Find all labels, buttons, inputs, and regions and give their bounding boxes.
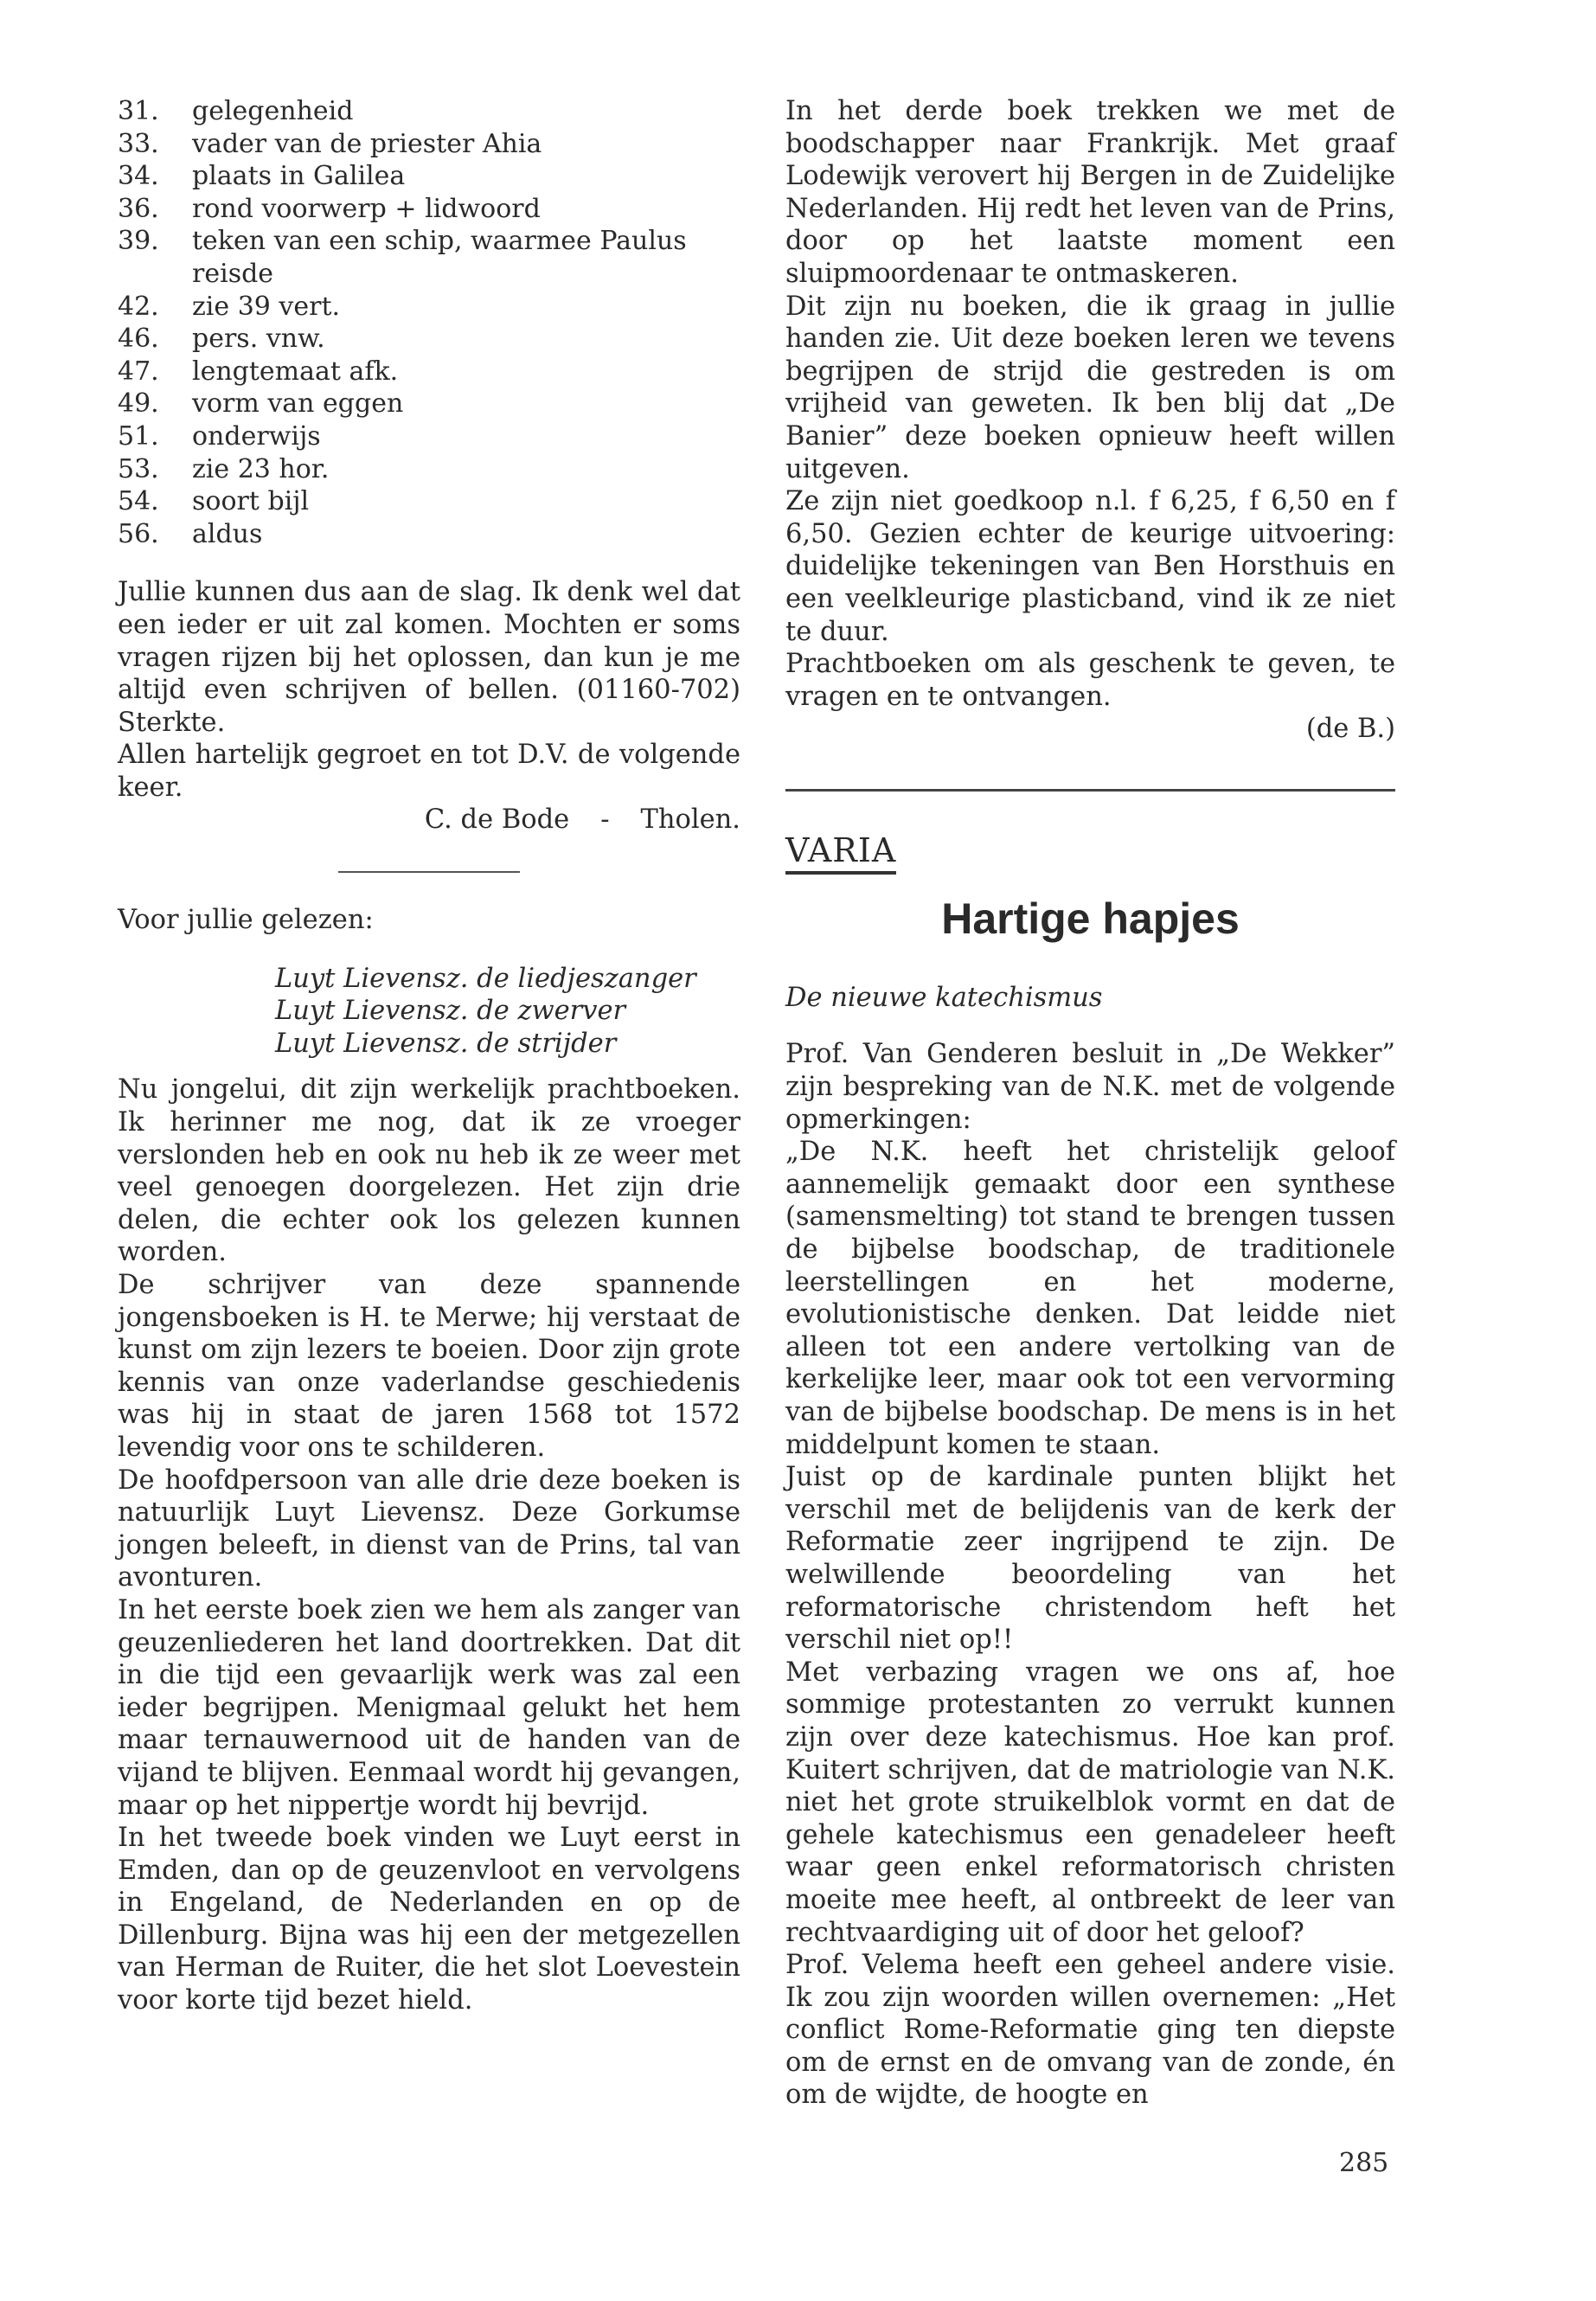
review-paragraph: Ze zijn niet goedkoop n.l. f 6,25, f 6,50 en f 6,50. Gezien echter de keurige uitvoering: duidelijke tekeningen van Ben Horsthuis en een veelkleurige plasticband, vind ik ze niet te duur.	[785, 486, 1395, 647]
article-subhead: De nieuwe katechismus	[785, 982, 1103, 1013]
clue-number: 46.	[118, 324, 159, 355]
clue-number: 31.	[118, 96, 159, 126]
clue-item	[118, 485, 740, 518]
closing-paragraph: Jullie kunnen dus aan de slag. Ik denk wel dat een ieder er uit zal komen. Mochten er soms vragen rijzen bij het oplossen, dan kun je me altijd even schrijven of bellen. (01160-702) Sterkte.	[118, 577, 740, 738]
review-paragraph: Nu jongelui, dit zijn werkelijk prachtboeken. Ik herinner me nog, dat ik ze vroeger verslonden heb en ook nu heb ik ze weer met veel genoegen doorgelezen. Het zijn drie delen, die echter ook los gelezen kunnen worden.	[118, 1074, 740, 1268]
clue-number: 49.	[118, 388, 159, 420]
clue-item	[118, 95, 740, 128]
review-paragraph: In het tweede boek vinden we Luyt eerst in Emden, dan op de geuzenvloot en vervolgens in Engeland, de Nederlanden en op de Dillenburg. Bijna was hij een der metgezellen van Herman de Ruiter, die het slot Loevestein voor korte tijd bezet hield.	[118, 1823, 740, 2016]
clue-text: gelegenheid	[192, 96, 354, 126]
right-column	[785, 95, 1395, 2112]
signature	[118, 804, 740, 836]
article-paragraph: Prof. Velema heeft een geheel andere visie. Ik zou zijn woorden willen overnemen: „Het conflict Rome-Reformatie ging ten diepste om de ernst en de omvang van de zonde, én om de wijdte, de hoogte en	[785, 1950, 1395, 2111]
clue-number: 33.	[118, 128, 159, 159]
review-signature: (de B.)	[1305, 714, 1395, 745]
clue-text: plaats in Galilea	[192, 161, 406, 192]
clue-number: 54.	[118, 486, 159, 517]
clue-text: zie 39 vert.	[192, 291, 341, 322]
crossword-clue-list	[118, 95, 740, 550]
clue-item	[118, 453, 740, 486]
review-paragraph: In het eerste boek zien we hem als zanger van geuzenliederen het land doortrekken. Dat dit in die tijd een gevaarlijk werk was zal een ieder begrijpen. Menigmaal gelukt het hem maar ternauwernood uit de handen van de vijand te blijven. Eenmaal wordt hij gevangen, maar op het nippertje wordt hij bevrijd.	[118, 1594, 740, 1821]
article-paragraph: Met verbazing vragen we ons af, hoe sommige protestanten zo verrukt kunnen zijn over deze katechismus. Hoe kan prof. Kuitert schrijven, dat de matriologie van N.K. niet het grote struikelblok vormt en dat de gehele katechismus een genadeleer heeft waar geen enkel reformatorisch christen moeite mee heeft, al ontbreekt de leer van rechtvaardiging uit of door het geloof?	[785, 1657, 1395, 1948]
clue-item	[118, 323, 740, 356]
signature-separator: -	[600, 804, 610, 836]
clue-text: lengtemaat afk.	[192, 356, 399, 387]
clue-item	[118, 193, 740, 226]
article-paragraph: Juist op de kardinale punten blijkt het verschil met de belijdenis van de kerk der Reformatie zeer ingrijpend te zijn. De welwillende beoordeling van het reformatorische christendom heft het verschil niet op!!	[785, 1462, 1395, 1656]
clue-item	[118, 291, 740, 324]
clue-item	[118, 160, 740, 193]
review-paragraph: Dit zijn nu boeken, die ik graag in jullie handen zie. Uit deze boeken leren we tevens begrijpen de strijd die gestreden is om vrijheid van geweten. Ik ben blij dat „De Banier” deze boeken opnieuw heeft willen uitgeven.	[785, 291, 1395, 484]
closing-paragraph: Allen hartelijk gegroet en tot D.V. de volgende keer.	[118, 740, 740, 803]
review-signature-row	[785, 713, 1395, 746]
left-column	[118, 95, 740, 2017]
clue-number: 47.	[118, 356, 159, 387]
review-paragraph: De hoofdpersoon van alle drie deze boeken is natuurlijk Luyt Lievensz. Deze Gorkumse jongen beleeft, in dienst van de Prins, tal van avonturen.	[118, 1465, 740, 1593]
clue-text: teken van een schip, waarmee Paulus reisde	[192, 226, 687, 289]
article-paragraph: Prof. Van Genderen besluit in „De Wekker” zijn bespreking van de N.K. met de volgende opmerkingen:	[785, 1039, 1395, 1135]
clue-number: 53.	[118, 453, 159, 484]
clue-text: pers. vnw.	[192, 324, 325, 355]
clue-number: 42.	[118, 291, 159, 322]
clue-number: 39.	[118, 226, 159, 257]
section-divider	[338, 871, 520, 873]
clue-number: 34.	[118, 161, 159, 192]
book-title: Luyt Lievensz. de zwerver	[275, 996, 626, 1027]
column-divider	[785, 789, 1395, 792]
clue-number: 36.	[118, 193, 159, 224]
clue-text: soort bijl	[192, 486, 310, 517]
clue-text: zie 23 hor.	[192, 453, 330, 484]
clue-item	[118, 128, 740, 161]
section-label: VARIA	[785, 831, 896, 875]
clue-text: aldus	[192, 518, 263, 549]
clue-item	[118, 518, 740, 551]
read-heading: Voor jullie gelezen:	[118, 905, 374, 936]
clue-item	[118, 225, 740, 290]
clue-text: vader van de priester Ahia	[192, 128, 542, 159]
signature-place: Tholen.	[640, 804, 740, 836]
clue-item	[118, 356, 740, 388]
page-number: 285	[1339, 2148, 1389, 2178]
clue-number: 56.	[118, 518, 159, 549]
clue-text: rond voorwerp + lidwoord	[192, 193, 541, 224]
book-title: Luyt Lievensz. de liedjeszanger	[275, 963, 696, 994]
spacer	[118, 550, 740, 576]
review-last-paragraph: Prachtboeken om als geschenk te geven, te vragen en te ontvangen.	[785, 649, 1395, 712]
article-paragraph: „De N.K. heeft het christelijk geloof aannemelijk gemaakt door een synthese (samensmelting) tot stand te brengen tussen de bijbelse boodschap, de traditionele leerstellingen en het moderne, evolutionistische denken. Dat leidde niet alleen tot een andere vertolking van de kerkelijke leer, maar ook tot een vervorming van de bijbelse boodschap. De mens is in het middelpunt komen te staan.	[785, 1137, 1395, 1460]
clue-text: onderwijs	[192, 420, 321, 452]
book-title: Luyt Lievensz. de strijder	[275, 1028, 617, 1059]
review-paragraph: De schrijver van deze spannende jongensboeken is H. te Merwe; hij verstaat de kunst om zijn lezers te boeien. Door zijn grote kennis van onze vaderlandse geschiedenis was hij in staat de jaren 1568 tot 1572 levendig voor ons te schilderen.	[118, 1270, 740, 1463]
article-title: Hartige hapjes	[941, 894, 1240, 943]
signature-name: C. de Bode	[424, 804, 570, 836]
clue-text: vorm van eggen	[192, 388, 404, 420]
book-list	[118, 963, 740, 1061]
review-paragraph: In het derde boek trekken we met de boodschapper naar Frankrijk. Met graaf Lodewijk verovert hij Bergen in de Zuidelijke Nederlanden. Hij redt het leven van de Prins, door op het laatste moment een sluipmoordenaar te ontmaskeren.	[785, 96, 1395, 289]
clue-item	[118, 388, 740, 420]
clue-item	[118, 420, 740, 453]
clue-number: 51.	[118, 420, 159, 452]
